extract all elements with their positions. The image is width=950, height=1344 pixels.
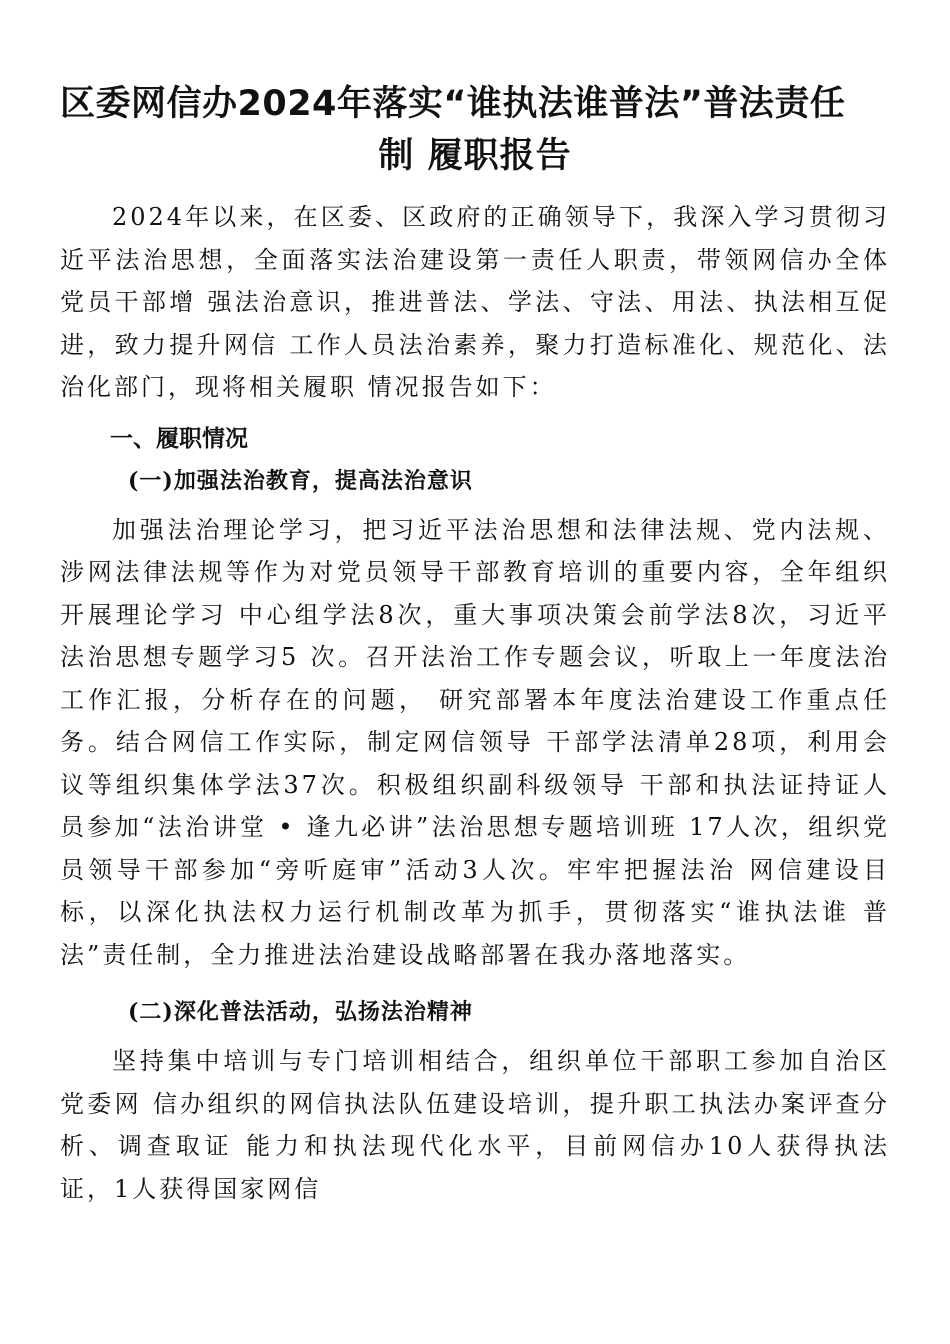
document-title [60,78,890,182]
subsection-2-paragraph: 坚持集中培训与专门培训相结合，组织单位干部职工参加自治区党委网 信办组织的网信执法队伍建设培训，提升职工执法办案评查分析、调查取证 能力和执法现代化水平，目前网信办10人获得执法证，1人获得国家网信 [60,1047,890,1203]
subsection-1-paragraph: 加强法治理论学习，把习近平法治思想和法律法规、党内法规、涉网法律法规等作为对党员领导干部教育培训的重要内容，全年组织开展理论学习 中心组学法8次，重大事项决策会前学法8次，习近平法治思想专题学习5 次。召开法治工作专题会议，听取上一年度法治工作汇报，分析存在的问题， 研究部署本年度法治建设工作重点任务。结合网信工作实际，制定网信领导 干部学法清单28项，利用会议等组织集体学法37次。积极组织副科级领导 干部和执法证持证人员参加“法治讲堂 • 逢九必讲”法治思想专题培训班 17人次，组织党员领导干部参加“旁听庭审”活动3人次。牢牢把握法治 网信建设目标，以深化执法权力运行机制改革为抓手，贯彻落实“谁执法谁 普法”责任制，全力推进法治建设战略部署在我办落地落实。 [60,515,890,969]
section-heading-performance: 一、履职情况 [110,425,248,452]
title-line-2: 制 履职报告 [378,136,572,176]
subsection-heading-2: (二)深化普法活动，弘扬法治精神 [128,999,473,1025]
intro-paragraph: 2024年以来，在区委、区政府的正确领导下，我深入学习贯彻习近平法治思想，全面落实法治建设第一责任人职责，带领网信办全体党员干部增 强法治意识，推进普法、学法、守法、用法、执法相互促进，致力提升网信 工作人员法治素养，聚力打造标准化、规范化、法治化部门，现将相关履职 情况报告如下： [60,203,890,401]
title-line-1: 区委网信办2024年落实“谁执法谁普法”普法责任 [60,84,846,124]
subsection-heading-1: (一)加强法治教育，提高法治意识 [128,467,473,494]
